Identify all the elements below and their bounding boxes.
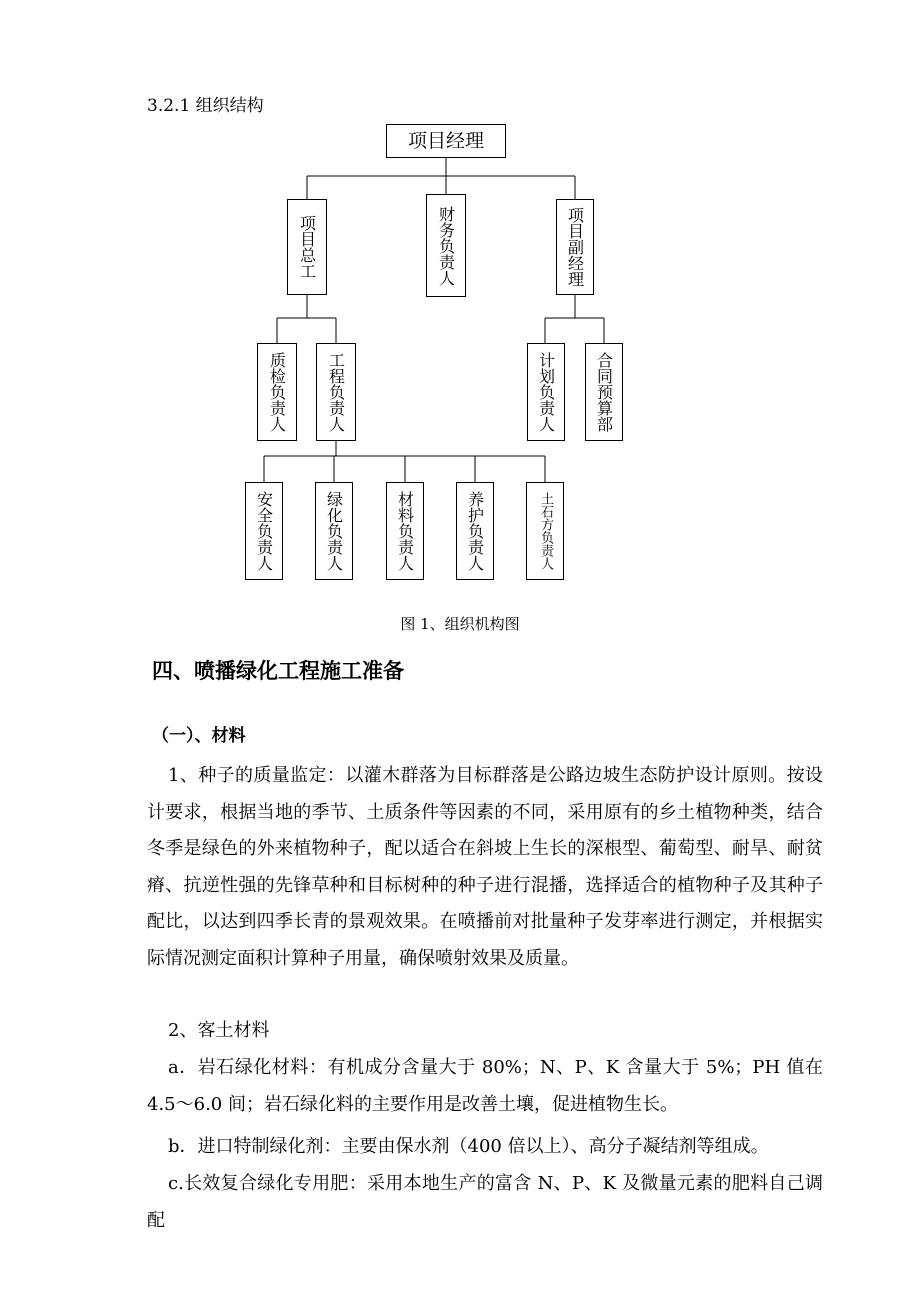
org-node-engineering-label: 工程负责人 — [326, 352, 346, 432]
org-node-materials — [386, 482, 424, 580]
org-node-deputy-manager — [556, 199, 594, 295]
org-node-planning — [527, 343, 565, 441]
paragraph-fertilizer: c.长效复合绿化专用肥：采用本地生产的富含 N、P、K 及微量元素的肥料自己调配 — [147, 1173, 823, 1231]
org-node-deputy-manager-label: 项目副经理 — [565, 207, 585, 287]
org-node-finance — [426, 194, 466, 297]
figure-caption: 图 1、组织机构图 — [400, 615, 520, 633]
paragraph-imported-agent: b．进口特制绿化剂：主要由保水剂（400 倍以上）、高分子凝结剂等组成。 — [168, 1136, 769, 1157]
paragraph-seed-quality — [147, 758, 823, 977]
org-node-maintenance — [456, 482, 494, 580]
org-node-safety — [245, 482, 283, 580]
paragraph-seed-quality-text: 1、种子的质量监定：以灌木群落为目标群落是公路边坡生态防护设计原则。按设计要求，根据当地的季节、土质条件等因素的不同，采用原有的乡土植物种类，结合冬季是绿色的外来植物种子，配以适合在斜坡上生长的深根型、葡萄型、耐旱、耐贫瘠、抗逆性强的先锋草种和目标树种的种子进行混播，选择适合的植物种子及其种子配比，以达到四季长青的景观效果。在喷播前对批量种子发芽率进行测定，并根据实际情况测定面积计算种子用量，确保喷射效果及质量。 — [147, 765, 823, 969]
section-heading: 3.2.1 组织结构 — [147, 96, 264, 116]
org-node-contract-budget — [585, 343, 623, 441]
org-node-maintenance-label: 养护负责人 — [465, 491, 485, 571]
org-node-contract-budget-label: 合同预算部 — [594, 352, 614, 432]
subsection-title: （一）、材料 — [152, 726, 246, 746]
org-node-root-label: 项目经理 — [407, 129, 484, 152]
org-node-materials-label: 材料负责人 — [395, 491, 415, 571]
paragraph-rock-greening: a．岩石绿化材料：有机成分含量大于 80%；N、P、K 含量大于 5%；PH 值在 4.5～6.0 间；岩石绿化料的主要作用是改善土壤，促进植物生长。 — [147, 1057, 823, 1115]
org-node-engineering — [316, 343, 356, 441]
chapter-title: 四、喷播绿化工程施工准备 — [152, 658, 404, 683]
org-node-greening-label: 绿化负责人 — [324, 491, 344, 571]
org-node-finance-label: 财务负责人 — [436, 205, 456, 286]
org-node-planning-label: 计划负责人 — [536, 352, 556, 432]
org-node-chief-engineer — [287, 199, 327, 295]
org-node-quality-label: 质检负责人 — [267, 352, 287, 432]
org-node-greening — [315, 482, 353, 580]
org-node-safety-label: 安全负责人 — [254, 491, 274, 571]
org-node-root — [386, 124, 506, 158]
org-node-earthwork — [526, 482, 564, 580]
org-node-chief-engineer-label: 项目总工 — [297, 215, 317, 279]
paragraph-soil-materials: 2、客土材料 — [168, 1020, 270, 1041]
org-node-quality — [257, 343, 297, 441]
org-node-earthwork-label: 土石方负责人 — [538, 492, 553, 570]
